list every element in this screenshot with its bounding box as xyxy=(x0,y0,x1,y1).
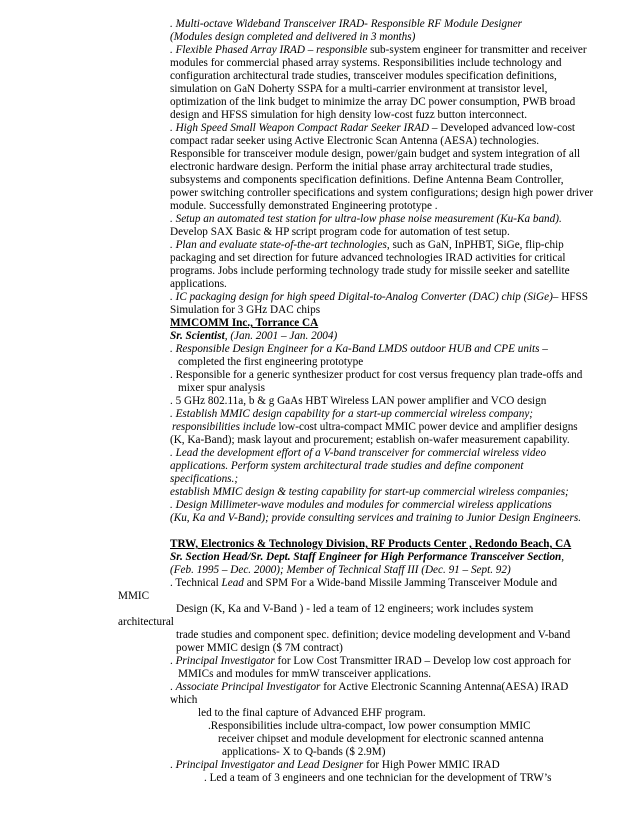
text-line xyxy=(170,694,197,707)
text-line xyxy=(176,603,533,616)
text-run: . xyxy=(170,681,176,693)
text-run: Sr. Scientist xyxy=(170,330,225,342)
text-line xyxy=(170,759,500,772)
text-line xyxy=(118,616,174,629)
text-line xyxy=(170,278,227,291)
text-line xyxy=(170,31,415,44)
text-run: architectural xyxy=(118,616,174,628)
text-line xyxy=(170,265,570,278)
text-run: receiver chipset and module development for electronic scanned antenna xyxy=(218,733,544,745)
text-run: specifications.; xyxy=(170,473,239,485)
text-run: . High Speed Small Weapon Compact Radar Seeker IRAD xyxy=(170,122,430,134)
text-line xyxy=(170,473,238,486)
text-line xyxy=(170,70,557,83)
text-run: . Setup an automated test station for ultra-low phase noise measurement (Ku-Ka band). xyxy=(170,213,562,225)
text-line xyxy=(178,668,431,681)
text-run: electronic hardware design. Perform the initial phase array architectural trade studies, xyxy=(170,161,553,173)
text-run: mixer spur analysis xyxy=(178,382,265,394)
text-run: configuration architectural trade studies, transceiver modules specification definitions, xyxy=(170,70,557,82)
text-run: sub-system engineer for transmitter and receiver xyxy=(367,44,587,56)
text-line xyxy=(170,343,548,356)
text-run: MMCOMM Inc., Torrance CA xyxy=(170,317,319,329)
text-run: . Technical xyxy=(170,577,222,589)
text-run: . Plan and evaluate state-of-the-art technologies xyxy=(170,239,387,251)
text-line xyxy=(170,681,568,694)
text-run: programs. Jobs include performing technology trade study for missile seeker and satellite xyxy=(170,265,570,277)
text-line xyxy=(178,356,363,369)
text-line xyxy=(170,408,533,421)
text-line xyxy=(170,564,511,577)
text-run: for Active Electronic Scanning Antenna(AESA) IRAD xyxy=(320,681,569,693)
text-run: module. Successfully demonstrated Engineering prototype . xyxy=(170,200,438,212)
text-run: compact radar seeker using Active Electronic Scan Antenna (AESA) technologies. xyxy=(170,135,540,147)
text-run: . 5 GHz 802.11a, b & g GaAs HBT Wireless LAN power amplifier and VCO design xyxy=(170,395,547,407)
text-line xyxy=(170,109,527,122)
text-line xyxy=(172,421,578,434)
text-run: and SPM For a Wide-band Missile Jamming Transceiver Module and xyxy=(243,577,558,589)
text-run: . xyxy=(170,759,176,771)
text-run: for Low Cost Transmitter IRAD – Develop low cost approach for xyxy=(274,655,571,667)
text-line xyxy=(170,538,571,551)
text-run: . Multi-octave Wideband Transceiver IRAD- Responsible RF Module Designer xyxy=(170,18,523,30)
text-line xyxy=(170,655,571,668)
text-line xyxy=(170,291,588,304)
text-line xyxy=(170,460,524,473)
text-run: . Establish MMIC design capability for a start-up commercial wireless company; xyxy=(170,408,534,420)
text-line xyxy=(170,434,570,447)
text-run: MMICs and modules for mmW transceiver applications. xyxy=(178,668,432,680)
text-line xyxy=(170,486,569,499)
text-line xyxy=(178,382,265,395)
text-run: Principal Investigator and Lead Designer xyxy=(175,759,364,771)
text-line xyxy=(170,83,547,96)
text-run: TRW, Electronics & Technology Division, RF Products Center , Redondo Beach, CA xyxy=(170,538,572,550)
text-run: . IC packaging design for high speed Digital-to-Analog Converter (DAC) chip (SiGe) xyxy=(170,291,553,303)
text-run: optimization of the link budget to minimize the array DC power consumption, PWB broad xyxy=(170,96,576,108)
text-run: (Ku, Ka and V-Band); provide consulting services and training to Junior Design Engineers. xyxy=(170,512,581,524)
text-run: . Responsible for a generic synthesizer product for cost versus frequency plan trade-offs and xyxy=(170,369,583,381)
text-run: applications. Perform system architectural trade studies and define component xyxy=(170,460,524,472)
text-line xyxy=(170,148,580,161)
text-run: responsibilities include xyxy=(172,421,276,433)
text-run: applications- X to Q-bands ($ 2.9M) xyxy=(222,746,386,758)
text-run: Simulation for 3 GHz DAC chips xyxy=(170,304,321,316)
text-run: Associate Principal Investigator xyxy=(175,681,321,693)
text-line xyxy=(170,200,438,213)
text-run: led to the final capture of Advanced EHF program. xyxy=(198,707,426,719)
text-run: , such as GaN, InPHBT, SiGe, flip-chip xyxy=(386,239,564,251)
text-run: . xyxy=(170,655,176,667)
text-run: design and HFSS simulation for high density low-cost fuzz button interconnect. xyxy=(170,109,528,121)
text-line xyxy=(204,772,551,785)
text-line xyxy=(170,317,318,330)
text-run: power MMIC design ($ 7M contract) xyxy=(176,642,343,654)
text-run: power switching controller specifications and system configurations; design high power driver xyxy=(170,187,594,199)
text-run: applications. xyxy=(170,278,227,290)
text-line xyxy=(170,239,564,252)
text-run: low-cost ultra-compact MMIC power device and amplifier designs xyxy=(275,421,578,433)
text-line xyxy=(170,187,593,200)
text-line xyxy=(170,226,510,239)
text-line xyxy=(170,18,522,31)
text-run: Develop SAX Basic & HP script program code for automation of test setup. xyxy=(170,226,510,238)
text-run: Principal Investigator xyxy=(175,655,275,667)
text-run: MMIC xyxy=(118,590,150,602)
text-run: simulation on GaN Doherty SSPA for a multi-carrier environment at transistor level, xyxy=(170,83,548,95)
text-run: establish MMIC design & testing capability for start-up commercial wireless companies; xyxy=(170,486,569,498)
text-run: (Feb. 1995 – Dec. 2000); Member of Technical Staff III (Dec. 91 – Sept. 92) xyxy=(170,564,511,576)
text-line xyxy=(170,304,320,317)
text-line xyxy=(170,447,546,460)
text-line xyxy=(170,44,587,57)
text-line xyxy=(170,96,575,109)
text-line xyxy=(222,746,385,759)
text-line xyxy=(170,369,582,382)
text-line xyxy=(170,174,564,187)
text-run: which xyxy=(170,694,198,706)
text-run: – HFSS xyxy=(552,291,588,303)
text-run: Lead xyxy=(221,577,244,589)
text-run: (K, Ka-Band); mask layout and procurement; establish on-wafer measurement capability. xyxy=(170,434,570,446)
text-run: for High Power MMIC IRAD xyxy=(363,759,500,771)
text-run: . Led a team of 3 engineers and one technician for the development of TRW’s xyxy=(204,772,552,784)
text-line xyxy=(170,161,553,174)
text-line xyxy=(170,577,557,590)
text-run: completed the first engineering prototype xyxy=(178,356,364,368)
text-run: . Flexible Phased Array IRAD – responsible xyxy=(170,44,368,56)
text-run: (Modules design completed and delivered in 3 months) xyxy=(170,31,416,43)
text-line xyxy=(176,629,570,642)
text-run: Design (K, Ka and V-Band ) - led a team of 12 engineers; work includes system xyxy=(176,603,534,615)
text-line xyxy=(118,590,149,603)
text-run: Sr. Section Head/Sr. Dept. Staff Engineer for High Performance Transceiver Section xyxy=(170,551,562,563)
text-line xyxy=(170,499,552,512)
text-run: trade studies and component spec. definition; device modeling development and V-band xyxy=(176,629,571,641)
text-line xyxy=(218,733,544,746)
text-line xyxy=(170,135,539,148)
text-run: .Responsibilities include ultra-compact, low power consumption MMIC xyxy=(208,720,531,732)
text-line xyxy=(208,720,531,733)
text-line xyxy=(170,252,565,265)
text-run: Responsible for transceiver module design, power/gain budget and system integration of all xyxy=(170,148,581,160)
text-run: . Lead the development effort of a V-band transceiver for commercial wireless video xyxy=(170,447,547,459)
text-line xyxy=(170,213,562,226)
text-run: . Responsible Design Engineer for a Ka-Band LMDS outdoor HUB and CPE units – xyxy=(170,343,548,355)
text-line xyxy=(170,57,561,70)
text-run: packaging and set direction for future advanced technologies IRAD activities for critical xyxy=(170,252,566,264)
text-line xyxy=(176,642,343,655)
text-line xyxy=(170,122,575,135)
text-run: modules for commercial phased array systems. Responsibilities include technology and xyxy=(170,57,562,69)
text-run: subsystems and components specification definitions. Define Antenna Beam Controller, xyxy=(170,174,564,186)
text-run: – Developed advanced low-cost xyxy=(429,122,576,134)
text-line xyxy=(198,707,426,720)
text-line xyxy=(170,551,564,564)
text-line xyxy=(170,512,581,525)
text-line xyxy=(170,330,337,343)
text-run: , (Jan. 2001 – Jan. 2004) xyxy=(224,330,338,342)
text-run: , xyxy=(561,551,565,563)
text-line xyxy=(170,395,546,408)
text-run: . Design Millimeter-wave modules and modules for commercial wireless applications xyxy=(170,499,552,511)
